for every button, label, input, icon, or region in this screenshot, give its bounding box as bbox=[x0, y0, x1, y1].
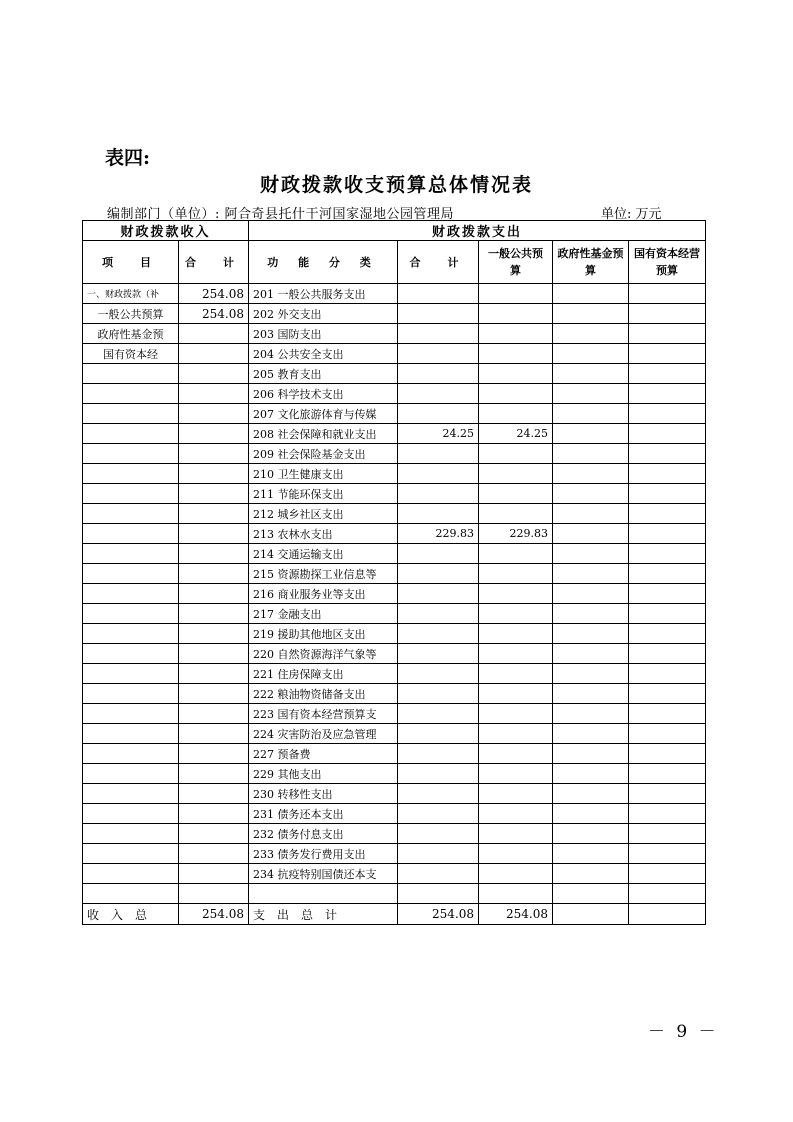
function-class-cell: 229 其他支出 bbox=[249, 764, 398, 784]
general-budget-cell bbox=[479, 744, 553, 764]
state-capital-budget-cell bbox=[629, 484, 706, 504]
gov-fund-budget-cell bbox=[553, 284, 629, 304]
income-total-cell bbox=[179, 684, 249, 704]
income-item-cell bbox=[83, 644, 179, 664]
income-total-cell bbox=[179, 824, 249, 844]
expense-total-cell bbox=[398, 744, 479, 764]
function-class-cell: 212 城乡社区支出 bbox=[249, 504, 398, 524]
state-capital-budget-cell bbox=[629, 744, 706, 764]
table-row bbox=[83, 484, 706, 504]
state-capital-budget-cell bbox=[629, 424, 706, 444]
header-expense-total: 合 计 bbox=[398, 241, 479, 284]
expense-total-cell: 24.25 bbox=[398, 424, 479, 444]
state-capital-budget-cell bbox=[629, 444, 706, 464]
function-class-cell: 223 国有资本经营预算支 bbox=[249, 704, 398, 724]
general-budget-cell bbox=[479, 284, 553, 304]
state-capital-budget-cell bbox=[629, 284, 706, 304]
income-item-cell bbox=[83, 884, 179, 904]
income-item-cell bbox=[83, 864, 179, 884]
expense-gov-fund-total-value bbox=[553, 904, 629, 925]
general-budget-cell bbox=[479, 304, 553, 324]
general-budget-cell bbox=[479, 584, 553, 604]
expense-total-cell bbox=[398, 644, 479, 664]
state-capital-budget-cell bbox=[629, 604, 706, 624]
gov-fund-budget-cell bbox=[553, 324, 629, 344]
general-budget-cell bbox=[479, 704, 553, 724]
function-class-cell: 234 抗疫特别国债还本支 bbox=[249, 864, 398, 884]
table-row bbox=[83, 364, 706, 384]
income-item-cell bbox=[83, 624, 179, 644]
expense-total-cell bbox=[398, 604, 479, 624]
income-item-cell bbox=[83, 384, 179, 404]
expense-total-cell bbox=[398, 444, 479, 464]
state-capital-budget-cell bbox=[629, 684, 706, 704]
total-row bbox=[83, 904, 706, 925]
expense-state-capital-total-value bbox=[629, 904, 706, 925]
gov-fund-budget-cell bbox=[553, 384, 629, 404]
table-row bbox=[83, 564, 706, 584]
gov-fund-budget-cell bbox=[553, 744, 629, 764]
income-item-cell bbox=[83, 364, 179, 384]
general-budget-cell bbox=[479, 444, 553, 464]
state-capital-budget-cell bbox=[629, 804, 706, 824]
general-budget-cell bbox=[479, 784, 553, 804]
function-class-cell: 231 债务还本支出 bbox=[249, 804, 398, 824]
table-row bbox=[83, 504, 706, 524]
gov-fund-budget-cell bbox=[553, 684, 629, 704]
income-total-cell bbox=[179, 364, 249, 384]
function-class-cell: 203 国防支出 bbox=[249, 324, 398, 344]
income-item-cell bbox=[83, 804, 179, 824]
income-item-cell: 国有资本经 bbox=[83, 344, 179, 364]
state-capital-budget-cell bbox=[629, 584, 706, 604]
page-number: － 9 － bbox=[648, 1022, 719, 1042]
table-row bbox=[83, 604, 706, 624]
state-capital-budget-cell bbox=[629, 664, 706, 684]
expense-total-cell bbox=[398, 304, 479, 324]
income-total-label: 收 入 总 bbox=[83, 904, 179, 925]
income-item-cell bbox=[83, 564, 179, 584]
function-class-cell: 206 科学技术支出 bbox=[249, 384, 398, 404]
expense-total-cell bbox=[398, 404, 479, 424]
income-item-cell bbox=[83, 844, 179, 864]
expense-total-cell bbox=[398, 724, 479, 744]
state-capital-budget-cell bbox=[629, 504, 706, 524]
expense-total-cell bbox=[398, 824, 479, 844]
income-total-cell bbox=[179, 664, 249, 684]
income-item-cell bbox=[83, 784, 179, 804]
gov-fund-budget-cell bbox=[553, 584, 629, 604]
gov-fund-budget-cell bbox=[553, 344, 629, 364]
table-row bbox=[83, 284, 706, 304]
function-class-cell: 220 自然资源海洋气象等 bbox=[249, 644, 398, 664]
budget-table bbox=[82, 220, 706, 925]
general-budget-cell bbox=[479, 844, 553, 864]
state-capital-budget-cell bbox=[629, 364, 706, 384]
table-row bbox=[83, 424, 706, 444]
general-budget-cell bbox=[479, 884, 553, 904]
income-total-cell bbox=[179, 624, 249, 644]
function-class-cell: 210 卫生健康支出 bbox=[249, 464, 398, 484]
gov-fund-budget-cell bbox=[553, 604, 629, 624]
income-item-cell bbox=[83, 604, 179, 624]
function-class-cell: 208 社会保障和就业支出 bbox=[249, 424, 398, 444]
function-class-cell: 215 资源勘探工业信息等 bbox=[249, 564, 398, 584]
expense-total-cell bbox=[398, 864, 479, 884]
income-total-cell bbox=[179, 504, 249, 524]
gov-fund-budget-cell bbox=[553, 564, 629, 584]
income-total-cell bbox=[179, 464, 249, 484]
state-capital-budget-cell bbox=[629, 404, 706, 424]
table-row bbox=[83, 344, 706, 364]
gov-fund-budget-cell bbox=[553, 784, 629, 804]
function-class-cell: 211 节能环保支出 bbox=[249, 484, 398, 504]
function-class-cell: 219 援助其他地区支出 bbox=[249, 624, 398, 644]
state-capital-budget-cell bbox=[629, 844, 706, 864]
general-budget-cell: 24.25 bbox=[479, 424, 553, 444]
general-budget-cell bbox=[479, 344, 553, 364]
state-capital-budget-cell bbox=[629, 324, 706, 344]
income-item-cell bbox=[83, 404, 179, 424]
gov-fund-budget-cell bbox=[553, 404, 629, 424]
general-budget-cell bbox=[479, 484, 553, 504]
expense-total-cell bbox=[398, 544, 479, 564]
income-total-cell bbox=[179, 584, 249, 604]
expense-total-cell bbox=[398, 484, 479, 504]
gov-fund-budget-cell bbox=[553, 764, 629, 784]
income-item-cell bbox=[83, 464, 179, 484]
table-row bbox=[83, 704, 706, 724]
table-row bbox=[83, 684, 706, 704]
table-row bbox=[83, 444, 706, 464]
gov-fund-budget-cell bbox=[553, 304, 629, 324]
general-budget-cell bbox=[479, 624, 553, 644]
general-budget-cell bbox=[479, 604, 553, 624]
general-budget-cell: 229.83 bbox=[479, 524, 553, 544]
income-total-cell bbox=[179, 644, 249, 664]
general-budget-cell bbox=[479, 404, 553, 424]
table-row bbox=[83, 304, 706, 324]
table-row bbox=[83, 744, 706, 764]
general-budget-cell bbox=[479, 804, 553, 824]
state-capital-budget-cell bbox=[629, 624, 706, 644]
state-capital-budget-cell bbox=[629, 344, 706, 364]
gov-fund-budget-cell bbox=[553, 824, 629, 844]
income-item-cell bbox=[83, 444, 179, 464]
income-total-cell bbox=[179, 524, 249, 544]
general-budget-cell bbox=[479, 464, 553, 484]
expense-total-label: 支 出 总 计 bbox=[249, 904, 398, 925]
state-capital-budget-cell bbox=[629, 524, 706, 544]
expense-total-cell bbox=[398, 884, 479, 904]
function-class-cell: 216 商业服务业等支出 bbox=[249, 584, 398, 604]
table-row bbox=[83, 584, 706, 604]
function-class-cell: 217 金融支出 bbox=[249, 604, 398, 624]
table-row bbox=[83, 864, 706, 884]
income-total-cell bbox=[179, 704, 249, 724]
expense-total-cell bbox=[398, 844, 479, 864]
expense-general-total-value: 254.08 bbox=[479, 904, 553, 925]
expense-total-value: 254.08 bbox=[398, 904, 479, 925]
income-item-cell bbox=[83, 824, 179, 844]
table-row bbox=[83, 464, 706, 484]
department-line: 编制部门（单位）: 阿合奇县托什干河国家湿地公园管理局 bbox=[107, 207, 455, 222]
expense-section-header: 财政拨款支出 bbox=[249, 221, 706, 241]
income-total-cell bbox=[179, 544, 249, 564]
table-row bbox=[83, 404, 706, 424]
table-row bbox=[83, 544, 706, 564]
function-class-cell: 207 文化旅游体育与传媒 bbox=[249, 404, 398, 424]
function-class-cell: 209 社会保险基金支出 bbox=[249, 444, 398, 464]
income-total-cell: 254.08 bbox=[179, 284, 249, 304]
table-row bbox=[83, 324, 706, 344]
income-item-cell bbox=[83, 484, 179, 504]
header-item: 项 目 bbox=[83, 241, 179, 284]
gov-fund-budget-cell bbox=[553, 844, 629, 864]
income-item-cell bbox=[83, 524, 179, 544]
unit-line: 单位: 万元 bbox=[601, 207, 662, 222]
income-item-cell: 一般公共预算 bbox=[83, 304, 179, 324]
expense-total-cell bbox=[398, 344, 479, 364]
income-item-cell bbox=[83, 724, 179, 744]
income-total-cell bbox=[179, 844, 249, 864]
header-gov-fund-budget: 政府性基金预算 bbox=[553, 241, 629, 284]
state-capital-budget-cell bbox=[629, 564, 706, 584]
header-total: 合 计 bbox=[179, 241, 249, 284]
income-item-cell bbox=[83, 684, 179, 704]
income-total-cell bbox=[179, 324, 249, 344]
expense-total-cell bbox=[398, 624, 479, 644]
expense-total-cell bbox=[398, 804, 479, 824]
expense-total-cell bbox=[398, 664, 479, 684]
function-class-cell: 224 灾害防治及应急管理 bbox=[249, 724, 398, 744]
general-budget-cell bbox=[479, 504, 553, 524]
state-capital-budget-cell bbox=[629, 824, 706, 844]
income-item-cell: 一、财政拨款（补 bbox=[83, 284, 179, 304]
expense-total-cell bbox=[398, 584, 479, 604]
state-capital-budget-cell bbox=[629, 704, 706, 724]
general-budget-cell bbox=[479, 564, 553, 584]
income-item-cell bbox=[83, 664, 179, 684]
income-item-cell bbox=[83, 584, 179, 604]
function-class-cell: 222 粮油物资储备支出 bbox=[249, 684, 398, 704]
state-capital-budget-cell bbox=[629, 304, 706, 324]
gov-fund-budget-cell bbox=[553, 504, 629, 524]
function-class-cell: 213 农林水支出 bbox=[249, 524, 398, 544]
table-row bbox=[83, 644, 706, 664]
gov-fund-budget-cell bbox=[553, 544, 629, 564]
general-budget-cell bbox=[479, 324, 553, 344]
function-class-cell bbox=[249, 884, 398, 904]
expense-total-cell bbox=[398, 464, 479, 484]
table-row bbox=[83, 824, 706, 844]
income-total-cell bbox=[179, 424, 249, 444]
income-item-cell bbox=[83, 764, 179, 784]
general-budget-cell bbox=[479, 864, 553, 884]
state-capital-budget-cell bbox=[629, 544, 706, 564]
table-label: 表四: bbox=[105, 147, 151, 169]
gov-fund-budget-cell bbox=[553, 664, 629, 684]
column-header-row bbox=[83, 241, 706, 284]
gov-fund-budget-cell bbox=[553, 524, 629, 544]
state-capital-budget-cell bbox=[629, 764, 706, 784]
expense-total-cell bbox=[398, 704, 479, 724]
page-title: 财政拨款收支预算总体情况表 bbox=[259, 174, 533, 196]
table-body bbox=[83, 284, 706, 904]
table-row bbox=[83, 884, 706, 904]
function-class-cell: 233 债务发行费用支出 bbox=[249, 844, 398, 864]
state-capital-budget-cell bbox=[629, 384, 706, 404]
general-budget-cell bbox=[479, 364, 553, 384]
gov-fund-budget-cell bbox=[553, 864, 629, 884]
header-state-capital-budget: 国有资本经营预算 bbox=[629, 241, 706, 284]
general-budget-cell bbox=[479, 724, 553, 744]
expense-total-cell bbox=[398, 364, 479, 384]
income-total-cell bbox=[179, 804, 249, 824]
general-budget-cell bbox=[479, 684, 553, 704]
table-row bbox=[83, 764, 706, 784]
income-total-cell bbox=[179, 884, 249, 904]
function-class-cell: 201 一般公共服务支出 bbox=[249, 284, 398, 304]
state-capital-budget-cell bbox=[629, 784, 706, 804]
table-row bbox=[83, 384, 706, 404]
gov-fund-budget-cell bbox=[553, 484, 629, 504]
income-total-cell bbox=[179, 484, 249, 504]
income-item-cell bbox=[83, 744, 179, 764]
gov-fund-budget-cell bbox=[553, 704, 629, 724]
income-total-cell bbox=[179, 564, 249, 584]
expense-total-cell bbox=[398, 284, 479, 304]
function-class-cell: 214 交通运输支出 bbox=[249, 544, 398, 564]
table-row bbox=[83, 724, 706, 744]
income-total-cell bbox=[179, 344, 249, 364]
expense-total-cell: 229.83 bbox=[398, 524, 479, 544]
function-class-cell: 230 转移性支出 bbox=[249, 784, 398, 804]
gov-fund-budget-cell bbox=[553, 804, 629, 824]
income-total-cell bbox=[179, 744, 249, 764]
income-total-cell bbox=[179, 404, 249, 424]
gov-fund-budget-cell bbox=[553, 884, 629, 904]
gov-fund-budget-cell bbox=[553, 644, 629, 664]
table-row bbox=[83, 524, 706, 544]
expense-total-cell bbox=[398, 764, 479, 784]
function-class-cell: 202 外交支出 bbox=[249, 304, 398, 324]
table-row bbox=[83, 804, 706, 824]
general-budget-cell bbox=[479, 824, 553, 844]
income-item-cell bbox=[83, 424, 179, 444]
general-budget-cell bbox=[479, 764, 553, 784]
state-capital-budget-cell bbox=[629, 464, 706, 484]
state-capital-budget-cell bbox=[629, 884, 706, 904]
table-row bbox=[83, 624, 706, 644]
income-total-cell: 254.08 bbox=[179, 304, 249, 324]
header-function-class: 功 能 分 类 bbox=[249, 241, 398, 284]
table-row bbox=[83, 784, 706, 804]
expense-total-cell bbox=[398, 384, 479, 404]
income-total-cell bbox=[179, 444, 249, 464]
expense-total-cell bbox=[398, 504, 479, 524]
income-item-cell bbox=[83, 504, 179, 524]
income-item-cell bbox=[83, 544, 179, 564]
income-total-cell bbox=[179, 764, 249, 784]
expense-total-cell bbox=[398, 784, 479, 804]
gov-fund-budget-cell bbox=[553, 624, 629, 644]
income-total-cell bbox=[179, 864, 249, 884]
expense-total-cell bbox=[398, 564, 479, 584]
income-total-cell bbox=[179, 384, 249, 404]
table-row bbox=[83, 664, 706, 684]
header-general-budget: 一般公共预算 bbox=[479, 241, 553, 284]
income-item-cell bbox=[83, 704, 179, 724]
expense-total-cell bbox=[398, 324, 479, 344]
income-total-cell bbox=[179, 604, 249, 624]
section-header-row bbox=[83, 221, 706, 241]
gov-fund-budget-cell bbox=[553, 724, 629, 744]
gov-fund-budget-cell bbox=[553, 464, 629, 484]
gov-fund-budget-cell bbox=[553, 364, 629, 384]
function-class-cell: 204 公共安全支出 bbox=[249, 344, 398, 364]
state-capital-budget-cell bbox=[629, 724, 706, 744]
function-class-cell: 227 预备费 bbox=[249, 744, 398, 764]
general-budget-cell bbox=[479, 644, 553, 664]
income-section-header: 财政拨款收入 bbox=[83, 221, 249, 241]
gov-fund-budget-cell bbox=[553, 424, 629, 444]
income-total-cell bbox=[179, 784, 249, 804]
function-class-cell: 221 住房保障支出 bbox=[249, 664, 398, 684]
gov-fund-budget-cell bbox=[553, 444, 629, 464]
function-class-cell: 205 教育支出 bbox=[249, 364, 398, 384]
expense-total-cell bbox=[398, 684, 479, 704]
general-budget-cell bbox=[479, 664, 553, 684]
general-budget-cell bbox=[479, 544, 553, 564]
function-class-cell: 232 债务付息支出 bbox=[249, 824, 398, 844]
table-row bbox=[83, 844, 706, 864]
state-capital-budget-cell bbox=[629, 644, 706, 664]
state-capital-budget-cell bbox=[629, 864, 706, 884]
income-total-value: 254.08 bbox=[179, 904, 249, 925]
income-item-cell: 政府性基金预 bbox=[83, 324, 179, 344]
income-total-cell bbox=[179, 724, 249, 744]
general-budget-cell bbox=[479, 384, 553, 404]
